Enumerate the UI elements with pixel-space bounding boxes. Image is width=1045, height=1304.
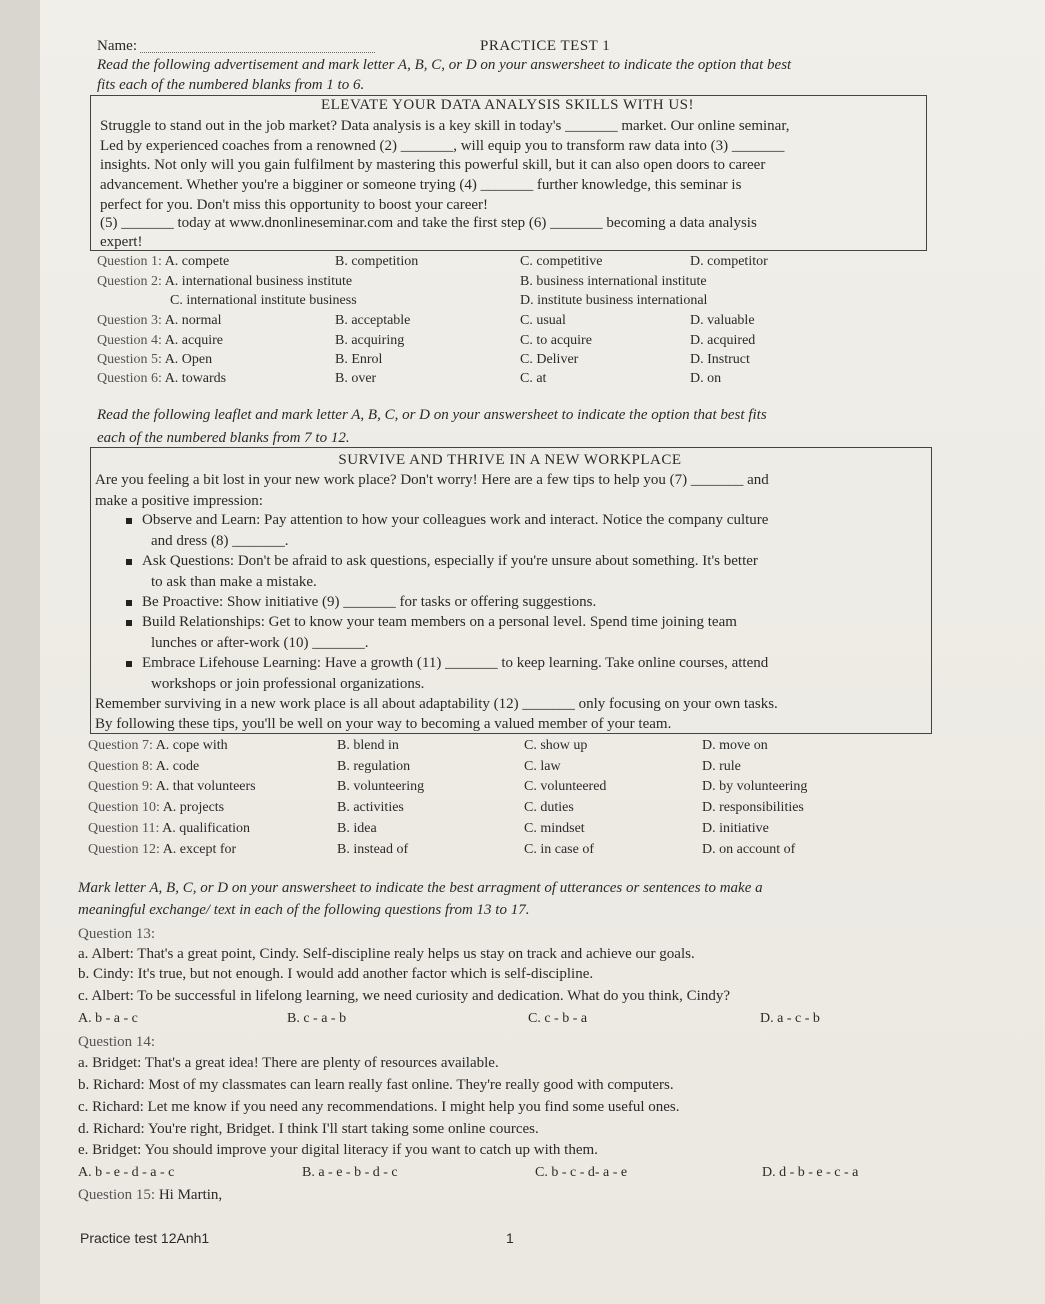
section1-instruction-2: fits each of the numbered blanks from 1 to 6. <box>97 77 365 93</box>
section2-instruction-1: Read the following leaflet and mark letter A, B, C, or D on your answersheet to indicate the option that best fits <box>97 407 767 423</box>
option-d[interactable]: D. valuable <box>690 313 755 328</box>
option-c[interactable]: C. volunteered <box>524 779 607 794</box>
option-c[interactable]: C. show up <box>524 738 588 753</box>
option-b[interactable]: B. over <box>335 371 377 386</box>
q13-option-a[interactable]: A. b - a - c <box>78 1011 138 1026</box>
q14-option-d[interactable]: D. d - b - e - c - a <box>762 1165 859 1180</box>
tip-learning-cont: workshops or join professional organizations. <box>151 676 425 692</box>
q14-line-e: e. Bridget: You should improve your digital literacy if you want to catch up with them. <box>78 1142 598 1158</box>
tip-proactive: Be Proactive: Show initiative (9) _______ for tasks or offering suggestions. <box>142 594 597 610</box>
section2-instruction-2: each of the numbered blanks from 7 to 12. <box>97 430 350 446</box>
bullet-icon <box>126 620 132 626</box>
q14-line-d: d. Richard: You're right, Bridget. I think I'll start taking some online cources. <box>78 1121 539 1137</box>
ad-line-3: insights. Not only will you gain fulfilment by mastering this powerful skill, but it can also open doors to career <box>100 157 766 173</box>
option-b[interactable]: B. blend in <box>337 738 399 753</box>
question-label: Question 6: <box>97 371 162 386</box>
question-13-label: Question 13: <box>78 926 156 942</box>
leaflet-outro-2: By following these tips, you'll be well on your way to becoming a valued member of your team. <box>95 716 672 732</box>
option-b[interactable]: B. acquiring <box>335 333 405 348</box>
option-b[interactable]: B. activities <box>337 800 404 815</box>
question-label: Question 8: <box>88 759 153 774</box>
question-14-label: Question 14: <box>78 1034 156 1050</box>
option-b[interactable]: B. idea <box>337 821 377 836</box>
question-label: Question 10: <box>88 800 160 815</box>
option-d[interactable]: D. on account of <box>702 842 796 857</box>
option-b[interactable]: B. competition <box>335 254 419 269</box>
q13-line-b: b. Cindy: It's true, but not enough. I would add another factor which is self-discipline. <box>78 966 594 982</box>
option-b[interactable]: B. regulation <box>337 759 411 774</box>
tip-ask-cont: to ask than make a mistake. <box>151 574 317 590</box>
option-c[interactable]: C. in case of <box>524 842 594 857</box>
option-a[interactable]: A. normal <box>164 313 222 328</box>
bullet-icon <box>126 600 132 606</box>
option-b[interactable]: B. volunteering <box>337 779 425 794</box>
q14-option-b[interactable]: B. a - e - b - d - c <box>302 1165 398 1180</box>
option-a[interactable]: A. towards <box>164 371 227 386</box>
question-label: Question 4: <box>97 333 162 348</box>
worksheet-page <box>40 0 1045 1304</box>
option-c[interactable]: C. usual <box>520 313 566 328</box>
question-label: Question 9: <box>88 779 153 794</box>
option-a[interactable]: A. code <box>155 759 200 774</box>
tip-ask: Ask Questions: Don't be afraid to ask questions, especially if you're unsure about something. It's better <box>142 553 758 569</box>
ad-line-4: advancement. Whether you're a bigginer or someone trying (4) _______ further knowledge, this seminar is <box>100 177 742 193</box>
q14-line-a: a. Bridget: That's a great idea! There are plenty of resources available. <box>78 1055 499 1071</box>
option-a[interactable]: A. acquire <box>164 333 223 348</box>
option-b[interactable]: B. Enrol <box>335 352 383 367</box>
bullet-icon <box>126 559 132 565</box>
tip-observe-cont: and dress (8) _______. <box>151 533 289 549</box>
q14-option-a[interactable]: A. b - e - d - a - c <box>78 1165 175 1180</box>
question-15-label: Question 15: <box>78 1187 156 1203</box>
option-a[interactable]: A. compete <box>164 254 230 269</box>
option-c[interactable]: C. duties <box>524 800 574 815</box>
option-a[interactable]: A. that volunteers <box>155 779 256 794</box>
option-c[interactable]: C. competitive <box>520 254 603 269</box>
section1-instruction-1: Read the following advertisement and mark letter A, B, C, or D on your answersheet to indicate the option that best <box>97 57 792 73</box>
q14-option-c[interactable]: C. b - c - d- a - e <box>535 1165 628 1180</box>
section3-instruction-2: meaningful exchange/ text in each of the following questions from 13 to 17. <box>78 902 530 918</box>
option-c[interactable]: C. to acquire <box>520 333 592 348</box>
leaflet-intro-1: Are you feeling a bit lost in your new work place? Don't worry! Here are a few tips to help you (7) _______ and <box>95 472 769 488</box>
option-d[interactable]: D. initiative <box>702 821 769 836</box>
page-number: 1 <box>506 1230 514 1246</box>
option-d[interactable]: D. institute business international <box>520 293 708 308</box>
q13-line-a: a. Albert: That's a great point, Cindy. Self-discipline realy helps us stay on track and achieve our goals. <box>78 946 695 962</box>
tip-relationships-cont: lunches or after-work (10) _______. <box>151 635 369 651</box>
option-d[interactable]: D. acquired <box>690 333 756 348</box>
tip-relationships: Build Relationships: Get to know your team members on a personal level. Spend time joining team <box>142 614 737 630</box>
question-label: Question 2: <box>97 274 162 289</box>
option-d[interactable]: D. responsibilities <box>702 800 804 815</box>
option-b[interactable]: B. acceptable <box>335 313 411 328</box>
tip-learning: Embrace Lifehouse Learning: Have a growth (11) _______ to keep learning. Take online courses, attend <box>142 655 769 671</box>
bullet-icon <box>126 661 132 667</box>
option-c[interactable]: C. law <box>524 759 561 774</box>
option-c[interactable]: C. at <box>520 371 547 386</box>
question-label: Question 1: <box>97 254 162 269</box>
q15-text: Hi Martin, <box>158 1187 223 1203</box>
name-line <box>140 52 375 53</box>
ad-line-1: Struggle to stand out in the job market? Data analysis is a key skill in today's _______ market. Our online seminar, <box>100 118 790 134</box>
option-c[interactable]: C. Deliver <box>520 352 579 367</box>
ad-line-2: Led by experienced coaches from a renowned (2) _______, will equip you to transform raw data into (3) _______ <box>100 138 785 154</box>
option-a[interactable]: A. Open <box>164 352 213 367</box>
option-b[interactable]: B. instead of <box>337 842 409 857</box>
question-label: Question 12: <box>88 842 160 857</box>
q13-option-c[interactable]: C. c - b - a <box>528 1011 588 1026</box>
option-c[interactable]: C. mindset <box>524 821 585 836</box>
name-label: Name: <box>97 38 137 54</box>
option-a[interactable]: A. except for <box>162 842 237 857</box>
option-a[interactable]: A. qualification <box>162 821 251 836</box>
bullet-icon <box>126 518 132 524</box>
q13-line-c: c. Albert: To be successful in lifelong learning, we need curiosity and dedication. What do you think, Cindy? <box>78 988 730 1004</box>
option-a[interactable]: A. cope with <box>155 738 228 753</box>
q14-line-c: c. Richard: Let me know if you need any recommendations. I might help you find some useful ones. <box>78 1099 680 1115</box>
question-label: Question 7: <box>88 738 153 753</box>
option-b[interactable]: B. business international institute <box>520 274 707 289</box>
leaflet-outro-1: Remember surviving in a new work place is all about adaptability (12) _______ only focusing on your own tasks. <box>95 696 778 712</box>
option-d[interactable]: D. Instruct <box>690 352 750 367</box>
option-a[interactable]: A. projects <box>162 800 225 815</box>
section3-instruction-1: Mark letter A, B, C, or D on your answersheet to indicate the best arragment of utterances or sentences to make a <box>78 880 763 896</box>
leaflet-title: SURVIVE AND THRIVE IN A NEW WORKPLACE <box>338 452 682 468</box>
advertisement-title: ELEVATE YOUR DATA ANALYSIS SKILLS WITH US! <box>320 97 695 113</box>
option-d[interactable]: D. rule <box>702 759 741 774</box>
option-d[interactable]: D. on <box>690 371 722 386</box>
test-title: PRACTICE TEST 1 <box>480 38 611 54</box>
option-c[interactable]: C. international institute business <box>170 293 357 308</box>
option-d[interactable]: D. by volunteering <box>702 779 808 794</box>
question-label: Question 11: <box>88 821 160 836</box>
leaflet-intro-2: make a positive impression: <box>95 493 263 509</box>
q13-option-d[interactable]: D. a - c - b <box>760 1011 820 1026</box>
option-d[interactable]: D. competitor <box>690 254 768 269</box>
option-d[interactable]: D. move on <box>702 738 768 753</box>
ad-line-5: perfect for you. Don't miss this opportunity to boost your career! <box>100 197 489 213</box>
tip-observe: Observe and Learn: Pay attention to how your colleagues work and interact. Notice the company culture <box>142 512 769 528</box>
q14-line-b: b. Richard: Most of my classmates can learn really fast online. They're really good with computers. <box>78 1077 674 1093</box>
ad-line-7: expert! <box>100 234 143 250</box>
question-label: Question 3: <box>97 313 162 328</box>
option-a[interactable]: A. international business institute <box>164 274 353 289</box>
footer-title: Practice test 12Anh1 <box>80 1230 210 1246</box>
ad-line-6: (5) _______ today at www.dnonlineseminar.com and take the first step (6) _______ becoming a data analysis <box>100 215 757 231</box>
q13-option-b[interactable]: B. c - a - b <box>287 1011 347 1026</box>
question-label: Question 5: <box>97 352 162 367</box>
